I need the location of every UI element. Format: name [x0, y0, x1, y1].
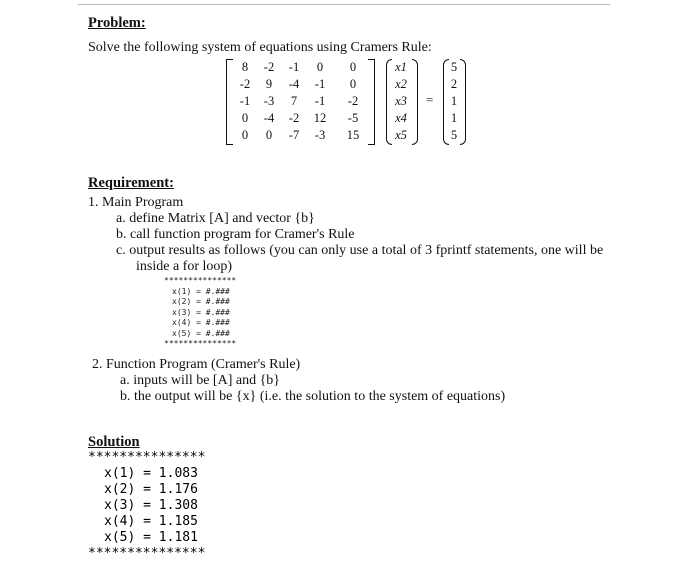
vector-b-entry: 1	[450, 111, 458, 125]
matrix-a-cell: -2	[288, 111, 300, 125]
matrix-a-cell: -1	[288, 60, 300, 74]
equals-sign: =	[426, 92, 434, 107]
format-stars-bottom: ***************	[164, 339, 237, 348]
matrix-a-cell: -5	[347, 111, 359, 125]
vector-x-entry: x2	[395, 77, 407, 91]
vector-x-right-brace	[412, 59, 418, 145]
vector-b-entry: 5	[450, 128, 458, 142]
req-item-2b: b. the output will be {x} (i.e. the solution to the system of equations)	[120, 389, 506, 404]
solution-line: x(4) = 1.185	[104, 514, 198, 529]
matrix-a-cell: -2	[239, 77, 251, 91]
solution-line: x(5) = 1.181	[104, 530, 198, 545]
vector-b-entry: 2	[450, 77, 458, 91]
top-divider	[78, 4, 610, 5]
matrix-a-cell: 15	[346, 128, 360, 142]
solution-line: x(2) = 1.176	[104, 482, 198, 497]
solution-stars-top: ***************	[88, 450, 206, 465]
format-line: x(4) = #.###	[172, 318, 230, 327]
matrix-a-cell: 9	[265, 77, 273, 91]
matrix-a-cell: -2	[347, 94, 359, 108]
matrix-a-cell: 7	[290, 94, 298, 108]
matrix-a-cell: -4	[263, 111, 275, 125]
solution-line: x(3) = 1.308	[104, 498, 198, 513]
matrix-a-cell: -7	[288, 128, 300, 142]
requirement-title: Requirement:	[88, 175, 174, 191]
solution-line: x(1) = 1.083	[104, 466, 198, 481]
matrix-a-left-bracket	[226, 59, 233, 145]
req-item-1c: c. output results as follows (you can only use a total of 3 fprintf statements, one will be	[116, 243, 604, 258]
vector-b-entry: 1	[450, 94, 458, 108]
matrix-a-cell: -1	[314, 94, 326, 108]
matrix-a-cell: 0	[241, 128, 249, 142]
req-item-1c-cont: inside a for loop)	[136, 259, 233, 274]
matrix-a-cell: 0	[349, 77, 357, 91]
matrix-a-cell: 0	[265, 128, 273, 142]
format-line: x(5) = #.###	[172, 328, 230, 338]
equation-system	[222, 59, 482, 147]
req-item-1b: b. call function program for Cramer's Rule	[116, 227, 355, 242]
matrix-a-right-bracket	[368, 59, 375, 145]
matrix-a-cell: 0	[241, 111, 249, 125]
matrix-a-cell: -2	[263, 60, 275, 74]
problem-title: Problem:	[88, 15, 146, 31]
req-item-2a: a. inputs will be [A] and {b}	[120, 373, 281, 388]
vector-x-entry: x5	[395, 128, 407, 142]
vector-x-entry: x3	[395, 94, 407, 108]
matrix-a-cell: 8	[241, 60, 249, 74]
matrix-a-cell: 12	[313, 111, 327, 125]
req-item-1: 1. Main Program	[88, 195, 184, 210]
matrix-a-cell: -1	[314, 77, 326, 91]
solution-stars-bottom: ***************	[88, 546, 206, 561]
vector-x-entry: x1	[395, 60, 407, 74]
output-format-sample	[164, 276, 236, 350]
problem-statement: Solve the following system of equations using Cramers Rule:	[88, 40, 432, 55]
format-line: x(1) = #.###	[172, 286, 230, 296]
vector-x-left-brace	[386, 59, 392, 145]
matrix-a-cell: -4	[288, 77, 300, 91]
vector-x-entry: x4	[395, 111, 407, 125]
req-item-2: 2. Function Program (Cramer's Rule)	[92, 357, 301, 372]
matrix-a-cell: -3	[263, 94, 275, 108]
vector-b-entry: 5	[450, 60, 458, 74]
matrix-a-cell: -1	[239, 94, 251, 108]
solution-title: Solution	[88, 434, 140, 450]
format-stars-top: ***************	[164, 276, 237, 285]
matrix-a-cell: 0	[349, 60, 357, 74]
format-line: x(3) = #.###	[172, 307, 230, 317]
matrix-a-cell: -3	[314, 128, 326, 142]
format-line: x(2) = #.###	[172, 297, 230, 306]
req-item-1a: a. define Matrix [A] and vector {b}	[116, 211, 315, 226]
matrix-a-cell: 0	[316, 60, 324, 74]
solution-output	[88, 450, 205, 562]
